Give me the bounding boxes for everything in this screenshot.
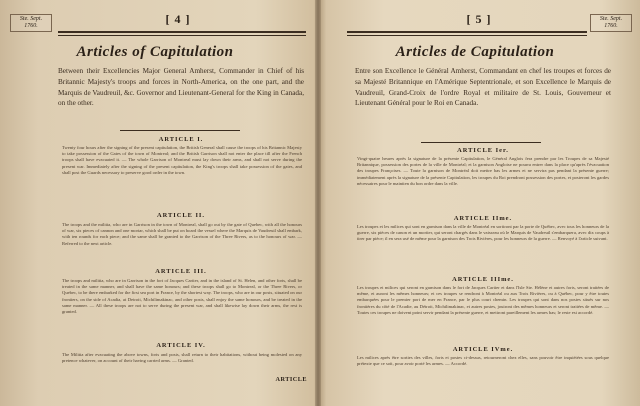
left-page-number: [ 4 ] — [165, 12, 191, 26]
left-catchword: ARTICLE — [275, 376, 307, 383]
right-intro: Entre son Excellence le Général Amherst, Commandant en chef les troupes et forces de sa Majesté Britannique en l'Amérique Septentrionale, et son Excellence le Marquis de Vaudreuil, Grand-Croix de l'ordre Royal et militaire de St. Louis, Gouverneur et Lieutenant Général pour le Roi en Canada. — [355, 67, 611, 108]
left-article-2-heading: ARTICLE II. — [156, 212, 206, 219]
left-article-4-text: The Militia after evacuating the above towns, forts and posts, shall return to their habitations, without being molested on any pretence whatever, on account of their having carried arms. — Granted. — [62, 352, 302, 364]
right-top-rule — [347, 31, 587, 33]
left-top-rule-thin — [58, 35, 306, 36]
left-intro-rule — [120, 130, 240, 131]
right-article-1-heading: ARTICLE Ier. — [457, 147, 509, 154]
left-top-rule — [58, 31, 306, 33]
right-title: Articles de Capitulation — [395, 44, 555, 60]
left-marginal-line2: 1760. — [24, 23, 38, 29]
right-article-3-text: Les troupes et milices qui seront en garnison dans le fort de Jacques Cartier et dans l'Isle Ste. Hélène et autres forts, seront traitées de même, et auront les mêmes honneurs; et ces troupes se rendront à Montréal ou aux Trois Rivières, ou à Québec, pour y être toutes embarquées pour le premier port de mer en France, par le plus court chemin. Les troupes qui sont dans nos postes situés sur nos frontières du côté de l'Acadie, au Détroit, Michilimakinac, et autres postes, jouiront des mêmes honneurs et seront traitées de même. — Toutes ces troupes ne doivent point servir pendant la présente guerre, et mettront pareillement les armes bas; le reste est accordé. — [357, 285, 609, 315]
left-article-4-heading: ARTICLE IV. — [156, 342, 206, 349]
right-article-4-text: Les milices après être sorties des villes, forts et postes ci-dessus, retourneront chez elles, sans pouvoir être inquiétées sous quelque prétexte que ce soit, pour avoir porté les armes. — Accordé. — [357, 355, 609, 367]
right-article-1-text: Vingt-quatre heures après la signature de la présente Capitulation, le Général Anglois fera prendre par les Troupes de sa Majesté Britannique, possession des portes de la ville de Montréal; et la garnison Angloise ne pourra entrer dans la place qu'après l'évacuation des troupes Françoises. — Toute la garnison de Montréal doit mettre bas les armes et ne servira pas pendant la présente guerre; immédiatement après la signature de la présente Capitulation, les troupes du Roi prendront possession des portes, et posteront les gardes nécessaires pour le maintien du bon ordre dans la ville. — [357, 156, 609, 186]
right-article-2-text: Les troupes et les milices qui sont en garnison dans la ville de Montréal en sortiront par la porte de Québec, avec tous les honneurs de la guerre, six pièces de canon et un mortier, qui seront chargés dans le vaisseau où le Marquis de Vaudreuil s'embarquera, avec dix coups à tirer par pièce; il en sera usé de même pour la garnison des Trois Rivières, pour les honneurs de la guerre. — Renvoyé à l'article suivant. — [357, 224, 609, 242]
right-marginal-line1: Ste. Sept. — [599, 16, 623, 22]
left-article-3-text: The troops and militia, who are in Garrison in the fort of Jacques Cartier, and in the island of St. Helen, and other forts, shall be treated in the same manner, and shall have the same honours; and these troops shall go to Montreal, or the Three Rivers, or Quebec, to be there embarked for the first sea port in France, by the shortest way. The troops, who are in our posts, situated on our frontiers, on the side of Acadia, at Detroit, Michilimakinac, and other posts, shall enjoy the same honours, and be treated in the same manner. — All these troops are not to serve during the present war, and shall likewise lay down their arms, the rest is granted. — [62, 278, 302, 315]
right-article-3-heading: ARTICLE IIIme. — [452, 276, 514, 283]
right-intro-rule — [421, 142, 541, 143]
right-marginal-date — [590, 14, 632, 32]
right-article-2-heading: ARTICLE IIme. — [453, 215, 513, 222]
left-article-1-heading: ARTICLE I. — [158, 136, 204, 143]
right-article-4-heading: ARTICLE IVme. — [452, 346, 514, 353]
left-title: Articles of Capitulation — [76, 44, 234, 60]
left-marginal-date — [10, 14, 52, 32]
left-page — [0, 0, 315, 406]
left-marginal-line1: Ste. Sept. — [19, 16, 43, 22]
right-top-rule-thin — [347, 35, 587, 36]
right-page — [321, 0, 640, 406]
left-intro: Between their Excellencies Major General Amherst, Commander in Chief of his Britannic Majesty's troops and forces in North-America, on the one part, and the Marquis de Vaudreuil, &c. Governor and Lieutenant-General for the King in Canada, on the other. — [58, 67, 304, 108]
right-page-number: [ 5 ] — [466, 12, 492, 26]
left-article-2-text: The troops and the militia, who are in Garrison in the town of Montreal, shall go out by the gate of Quebec, with all the honours of war, six pieces of cannon and one mortar, which shall be put on board the vessel where the Marquis de Vaudreuil shall embark, with ten rounds for each piece; and the same shall be granted to the Garrison of the Three Rivers, as to the honours of war. — Referred to the next article. — [62, 222, 302, 246]
left-article-3-heading: ARTICLE III. — [155, 268, 207, 275]
left-article-1-text: Twenty four hours after the signing of the present capitulation, the British General shall cause the troops of his Britannic Majesty to take possession of the Gates of the town of Montreal; and the British Garrison shall not enter the place till after the French troops shall have evacuated it. — The whole Garrison of Montreal must lay down their arms, and shall not serve during the present war. Immediately after the signing of the present capitulation, the King's troops shall take possession of the gates, and shall post the Guards necessary to preserve good order in the town. — [62, 145, 302, 175]
right-marginal-line2: 1760. — [604, 23, 618, 29]
